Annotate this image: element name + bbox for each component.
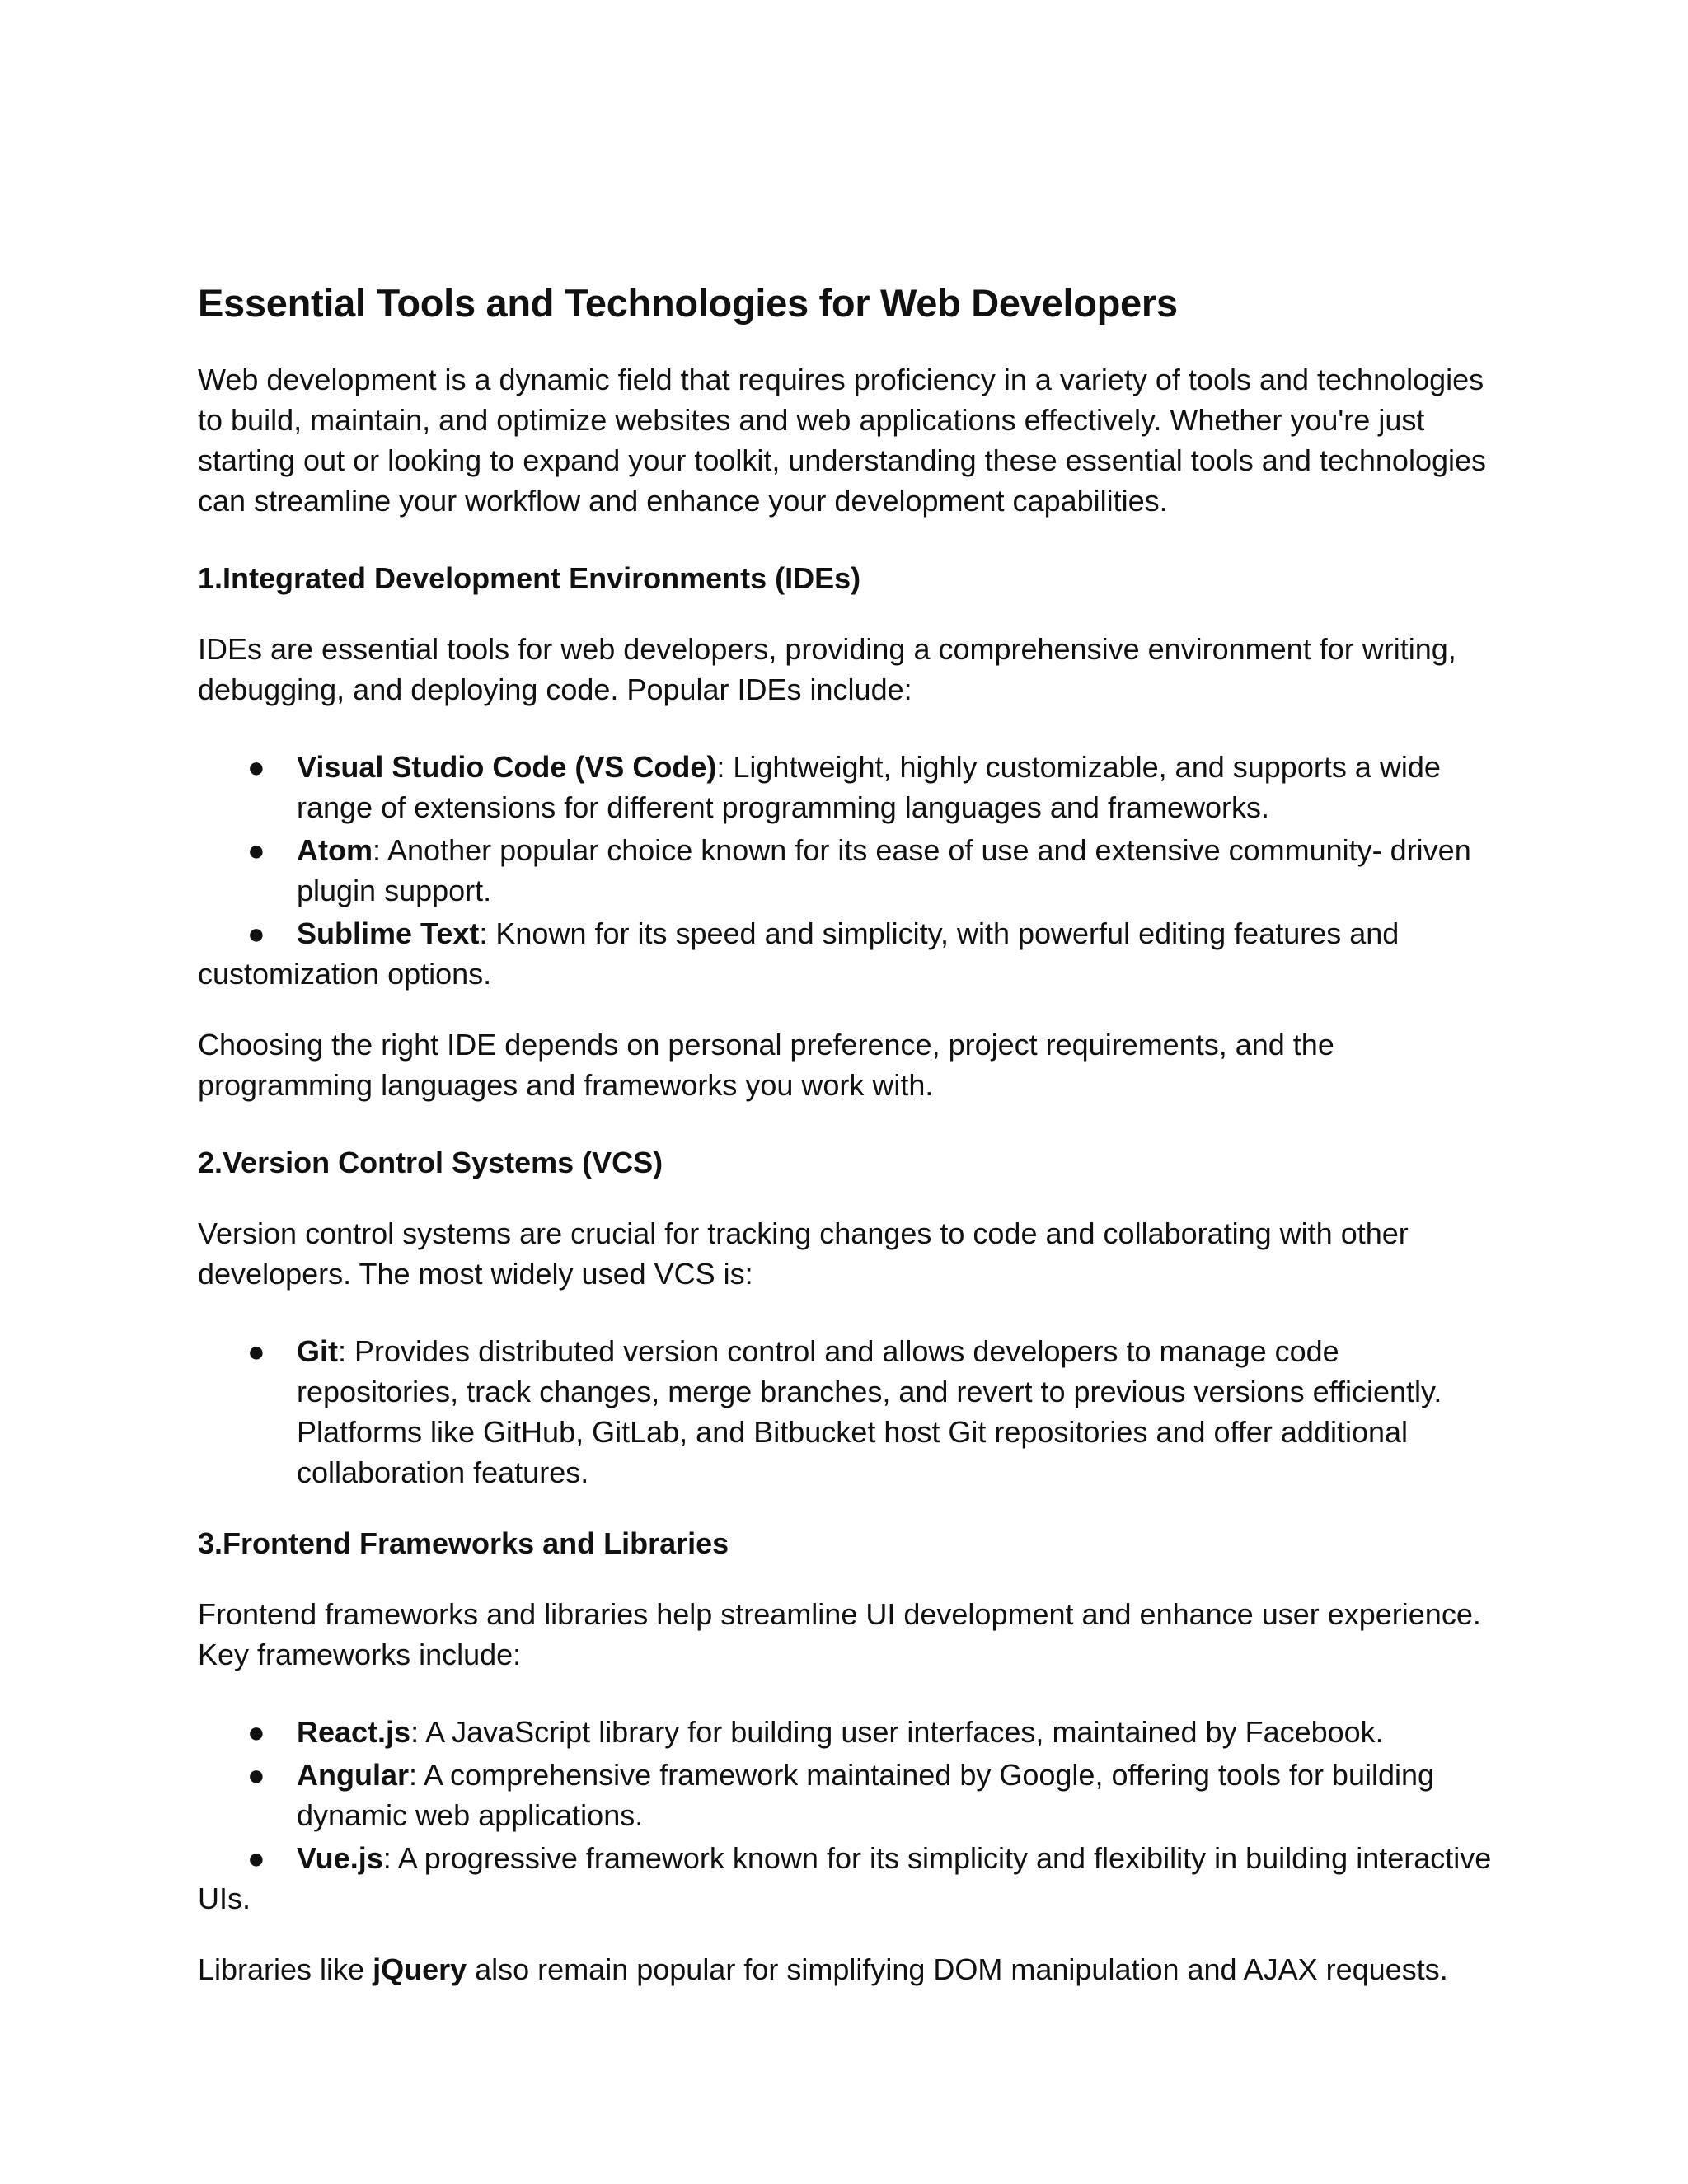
list-item-desc: : Another popular choice known for its ease of use and extensive community- driven plugin support. xyxy=(297,833,1471,907)
section-heading-vcs: 2.Version Control Systems (VCS) xyxy=(198,1146,663,1179)
list-item-desc: : Provides distributed version control and allows developers to manage code repositories, track changes, merge branches, and revert to previous versions efficiently. Platforms like GitHub, GitLab, and Bitbucket host Git repositories and offer additional collaboration features. xyxy=(297,1334,1442,1489)
list-item-term: Sublime Text xyxy=(297,916,480,950)
list-item xyxy=(198,1838,1508,1919)
ide-list xyxy=(198,747,1508,994)
list-item xyxy=(198,913,1508,994)
bullet-icon: ● xyxy=(247,750,265,784)
list-item xyxy=(198,1331,1508,1493)
bullet-icon: ● xyxy=(247,1758,265,1792)
section-closing-frontend xyxy=(198,1949,1508,1990)
bullet-icon: ● xyxy=(247,1334,265,1368)
list-item-desc: : Known for its speed and simplicity, with powerful editing features and customization options. xyxy=(198,916,1400,991)
bullet-icon: ● xyxy=(247,833,265,867)
list-item xyxy=(198,747,1508,827)
frontend-list xyxy=(198,1712,1508,1919)
bullet-icon: ● xyxy=(247,916,265,950)
bullet-icon: ● xyxy=(247,1841,265,1875)
closing-suffix: also remain popular for simplifying DOM manipulation and AJAX requests. xyxy=(467,1952,1448,1986)
page-title: Essential Tools and Technologies for Web Developers xyxy=(198,281,1178,325)
section-heading-frontend: 3.Frontend Frameworks and Libraries xyxy=(198,1526,729,1560)
list-item-term: Angular xyxy=(297,1758,410,1792)
bullet-icon: ● xyxy=(247,1715,265,1749)
section-lead-vcs: Version control systems are crucial for tracking changes to code and collaborating with other developers. The most widely used VCS is: xyxy=(198,1216,1409,1291)
closing-term: jQuery xyxy=(373,1952,467,1986)
list-item xyxy=(198,830,1508,911)
list-item-term: Vue.js xyxy=(297,1841,383,1875)
section-heading-ides: 1.Integrated Development Environments (IDEs) xyxy=(198,561,861,595)
list-item-term: Visual Studio Code (VS Code) xyxy=(297,750,717,784)
list-item xyxy=(198,1712,1508,1752)
list-item-term: React.js xyxy=(297,1715,411,1749)
list-item-desc: : A comprehensive framework maintained by Google, offering tools for building dynamic web applications. xyxy=(297,1758,1435,1832)
document-body xyxy=(198,276,1508,2027)
intro-paragraph: Web development is a dynamic field that requires proficiency in a variety of tools and technologies to build, maintain, and optimize websites and web applications effectively. Whether you're just starting out or looking to expand your toolkit, understanding these essential tools and technologies can streamline your workflow and enhance your development capabilities. xyxy=(198,363,1487,518)
list-item-term: Git xyxy=(297,1334,338,1368)
section-lead-frontend: Frontend frameworks and libraries help streamline UI development and enhance user experience. Key frameworks include: xyxy=(198,1597,1481,1671)
list-item-term: Atom xyxy=(297,833,373,867)
list-item-desc: : Lightweight, highly customizable, and supports a wide range of extensions for different programming languages and frameworks. xyxy=(297,750,1441,824)
section-closing-ides: Choosing the right IDE depends on personal preference, project requirements, and the programming languages and frameworks you work with. xyxy=(198,1028,1334,1102)
list-item xyxy=(198,1755,1508,1835)
list-item-desc: : A JavaScript library for building user interfaces, maintained by Facebook. xyxy=(410,1715,1384,1749)
vcs-list xyxy=(198,1331,1508,1493)
section-lead-ides: IDEs are essential tools for web developers, providing a comprehensive environment for writing, debugging, and deploying code. Popular IDEs include: xyxy=(198,632,1456,706)
list-item-desc: : A progressive framework known for its simplicity and flexibility in building interactive UIs. xyxy=(198,1841,1492,1915)
closing-prefix: Libraries like xyxy=(198,1952,373,1986)
